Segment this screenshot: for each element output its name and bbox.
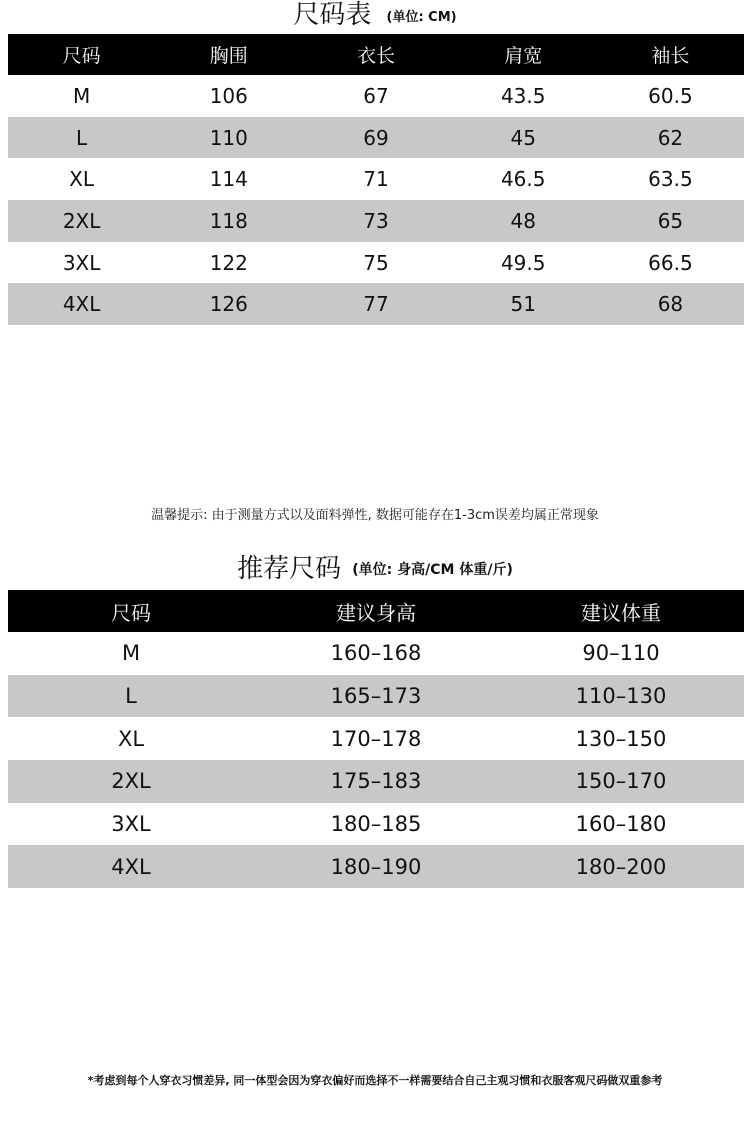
cell-shoulder: 43.5 — [500, 83, 546, 108]
cell-length: 77 — [363, 292, 389, 317]
footer-note: *考虑到每个人穿衣习惯差异, 同一体型会因为穿衣偏好而选择不一样需要结合自己主观习惯和衣服客观尺码做双重参考 — [87, 1074, 663, 1087]
cell-weight: 90–110 — [582, 641, 660, 666]
cell-size: 4XL — [111, 854, 151, 879]
table-row — [8, 117, 744, 159]
header-chest: 胸围 — [209, 45, 248, 67]
recommended-table — [8, 590, 744, 888]
header-height: 建议身高 — [336, 600, 416, 625]
cell-sleeve: 66.5 — [648, 250, 693, 275]
cell-size: 2XL — [62, 208, 101, 233]
cell-length: 71 — [363, 167, 389, 192]
cell-shoulder: 45 — [510, 125, 536, 150]
header-shoulder: 肩宽 — [504, 45, 543, 67]
size-chart-unit: (单位: CM) — [386, 9, 457, 25]
table-row — [8, 75, 744, 117]
table-row — [8, 760, 744, 803]
recommended-unit: (单位: 身高/CM 体重/斤) — [352, 562, 513, 578]
cell-height: 165–173 — [330, 684, 422, 709]
cell-weight: 110–130 — [575, 684, 667, 709]
cell-chest: 118 — [209, 208, 248, 233]
cell-length: 75 — [363, 250, 389, 275]
cell-sleeve: 60.5 — [648, 83, 693, 108]
table-row — [8, 242, 744, 284]
cell-size: XL — [69, 167, 95, 192]
cell-height: 175–183 — [330, 769, 422, 794]
cell-sleeve: 68 — [657, 292, 684, 317]
cell-length: 69 — [363, 125, 389, 150]
table-row — [8, 200, 744, 242]
cell-size: L — [125, 684, 137, 709]
cell-weight: 150–170 — [575, 769, 667, 794]
cell-height: 180–185 — [330, 812, 422, 837]
table-row — [8, 283, 744, 325]
cell-sleeve: 62 — [657, 125, 684, 150]
size-chart-table — [8, 34, 744, 325]
cell-sleeve: 63.5 — [648, 167, 693, 192]
cell-shoulder: 51 — [510, 292, 536, 317]
table-row — [8, 803, 744, 846]
cell-chest: 110 — [209, 125, 248, 150]
cell-size: 2XL — [111, 769, 151, 794]
header-size: 尺码 — [111, 600, 151, 625]
recommended-title-row — [0, 552, 750, 586]
size-chart-title: 尺码表 — [293, 0, 372, 30]
table-row — [8, 717, 744, 760]
cell-sleeve: 65 — [657, 208, 684, 233]
cell-height: 180–190 — [330, 854, 422, 879]
table-row — [8, 675, 744, 718]
cell-size: M — [72, 83, 91, 108]
header-size: 尺码 — [62, 45, 101, 67]
cell-weight: 130–150 — [575, 726, 667, 751]
cell-size: 3XL — [62, 250, 101, 275]
cell-weight: 160–180 — [575, 812, 667, 837]
cell-shoulder: 46.5 — [500, 167, 546, 192]
recommended-title: 推荐尺码 — [237, 554, 342, 584]
cell-size: M — [121, 641, 141, 666]
header-sleeve: 袖长 — [651, 45, 690, 67]
cell-size: XL — [117, 726, 145, 751]
cell-chest: 106 — [209, 83, 248, 108]
size-chart-header-row — [8, 34, 744, 75]
cell-length: 73 — [363, 208, 389, 233]
cell-chest: 114 — [209, 167, 248, 192]
recommended-header-row — [8, 590, 744, 632]
cell-size: L — [76, 125, 88, 150]
cell-shoulder: 48 — [510, 208, 536, 233]
measurement-tip: 温馨提示: 由于测量方式以及面料弹性, 数据可能存在1-3cm误差均属正常现象 — [151, 508, 599, 523]
cell-length: 67 — [363, 83, 389, 108]
header-length: 衣长 — [357, 45, 396, 67]
cell-chest: 122 — [209, 250, 248, 275]
size-chart-title-row — [0, 0, 750, 30]
cell-height: 170–178 — [330, 726, 422, 751]
table-row — [8, 632, 744, 675]
cell-height: 160–168 — [330, 641, 422, 666]
cell-size: 4XL — [62, 292, 101, 317]
cell-weight: 180–200 — [575, 854, 667, 879]
table-row — [8, 845, 744, 888]
table-row — [8, 158, 744, 200]
cell-shoulder: 49.5 — [500, 250, 546, 275]
cell-chest: 126 — [209, 292, 248, 317]
header-weight: 建议体重 — [581, 600, 661, 625]
cell-size: 3XL — [111, 812, 151, 837]
